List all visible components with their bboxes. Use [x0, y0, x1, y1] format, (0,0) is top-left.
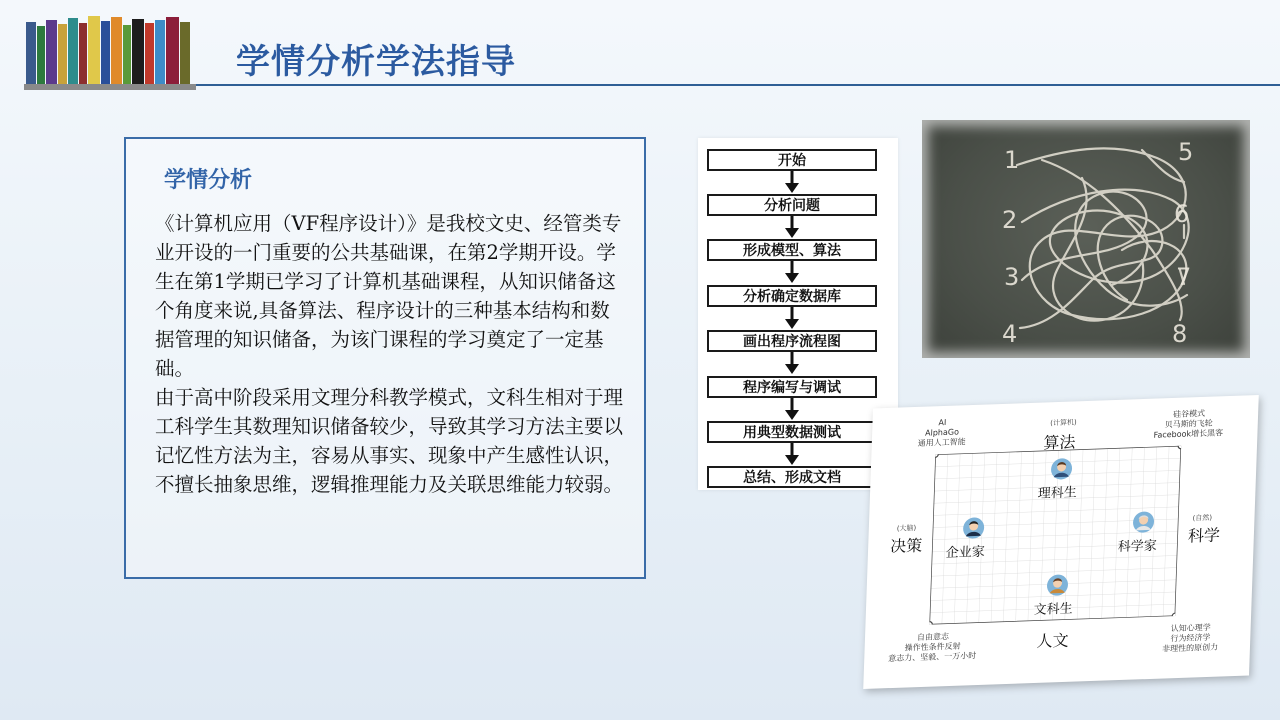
analysis-body	[155, 209, 623, 499]
flow-step-testing: 用典型数据测试	[707, 421, 877, 443]
header-divider	[196, 84, 1280, 86]
down-arrow-icon	[784, 398, 800, 420]
flow-step-analyze: 分析问题	[707, 194, 877, 216]
chalk-number-3: 3	[1004, 263, 1020, 291]
role-top-label: 理科生	[1037, 485, 1077, 502]
chalkboard-scribble-image	[922, 120, 1250, 358]
down-arrow-icon	[784, 352, 800, 374]
corner-top-right: 硅谷模式 贝马斯的飞轮 Facebook增长黑客	[1153, 408, 1224, 440]
down-arrow-icon	[784, 171, 800, 193]
flow-step-coding: 程序编写与调试	[707, 376, 877, 398]
flow-step-database: 分析确定数据库	[707, 285, 877, 307]
axis-left-label: 决策	[889, 535, 923, 556]
chalk-number-5: 5	[1178, 138, 1194, 166]
flow-step-start: 开始	[707, 149, 877, 171]
corner-top-left: AI AlphaGo 通用人工智能	[917, 417, 966, 448]
avatar-icon	[1046, 574, 1069, 597]
axis-bottom-label: 人文	[1036, 630, 1069, 651]
flow-step-document: 总结、形成文档	[707, 466, 877, 488]
quadrant-diagram-card	[863, 395, 1259, 689]
avatar-icon	[1132, 511, 1155, 534]
down-arrow-icon	[784, 307, 800, 329]
down-arrow-icon	[784, 443, 800, 465]
axis-right-label: 科学	[1187, 525, 1221, 546]
flow-step-diagram: 画出程序流程图	[707, 330, 877, 352]
corner-bottom-left: 自由意志 操作性条件反射 意志力、坚毅、一万小时	[888, 631, 977, 664]
axis-left-tag: (大脑)	[896, 524, 917, 533]
paragraph-2: 由于高中阶段采用文理分科教学模式，文科生相对于理工科学生其数理知识储备较少，导致其学习方法主要以记忆性方法为主，容易从事实、现象中产生感性认识，不擅长抽象思维，逻辑推理能力及关联思维能力较弱。	[155, 386, 624, 496]
role-right-label: 科学家	[1117, 538, 1157, 556]
down-arrow-icon	[784, 216, 800, 238]
chalk-number-2: 2	[1002, 206, 1018, 234]
role-left-label: 企业家	[945, 544, 986, 562]
corner-bottom-right: 认知心理学 行为经济学 非理性的原创力	[1161, 622, 1219, 654]
flow-step-model: 形成模型、算法	[707, 239, 877, 261]
chalk-number-1: 1	[1004, 146, 1020, 174]
avatar-icon	[962, 517, 985, 540]
avatar-icon	[1050, 458, 1073, 481]
books-logo-image	[24, 14, 196, 90]
chalk-number-4: 4	[1002, 320, 1018, 348]
page-title: 学情分析学法指导	[236, 42, 516, 82]
axis-right-tag: (自然)	[1192, 513, 1213, 523]
role-bottom-label: 文科生	[1033, 601, 1073, 619]
paragraph-1: 《计算机应用（VF程序设计）》是我校文史、经管类专业开设的一门重要的公共基础课，在第2学期开设。学生在第1学期已学习了计算机基础课程，从知识储备这个角度来说,具备算法、程序设计的三种基本结构和数据管理的知识储备，为该门课程的学习奠定了一定基础。	[155, 212, 622, 380]
chalk-number-6: 6	[1174, 200, 1190, 228]
programming-flowchart	[698, 138, 898, 490]
axis-top-label: 算法	[1043, 432, 1076, 453]
section-title: 学情分析	[164, 168, 253, 193]
chalk-drawing	[922, 120, 1250, 358]
chalk-number-8: 8	[1172, 320, 1188, 348]
axis-top-tag: (计算机)	[1050, 418, 1077, 428]
chalk-number-7: 7	[1176, 263, 1192, 291]
analysis-panel	[124, 137, 646, 579]
down-arrow-icon	[784, 261, 800, 283]
